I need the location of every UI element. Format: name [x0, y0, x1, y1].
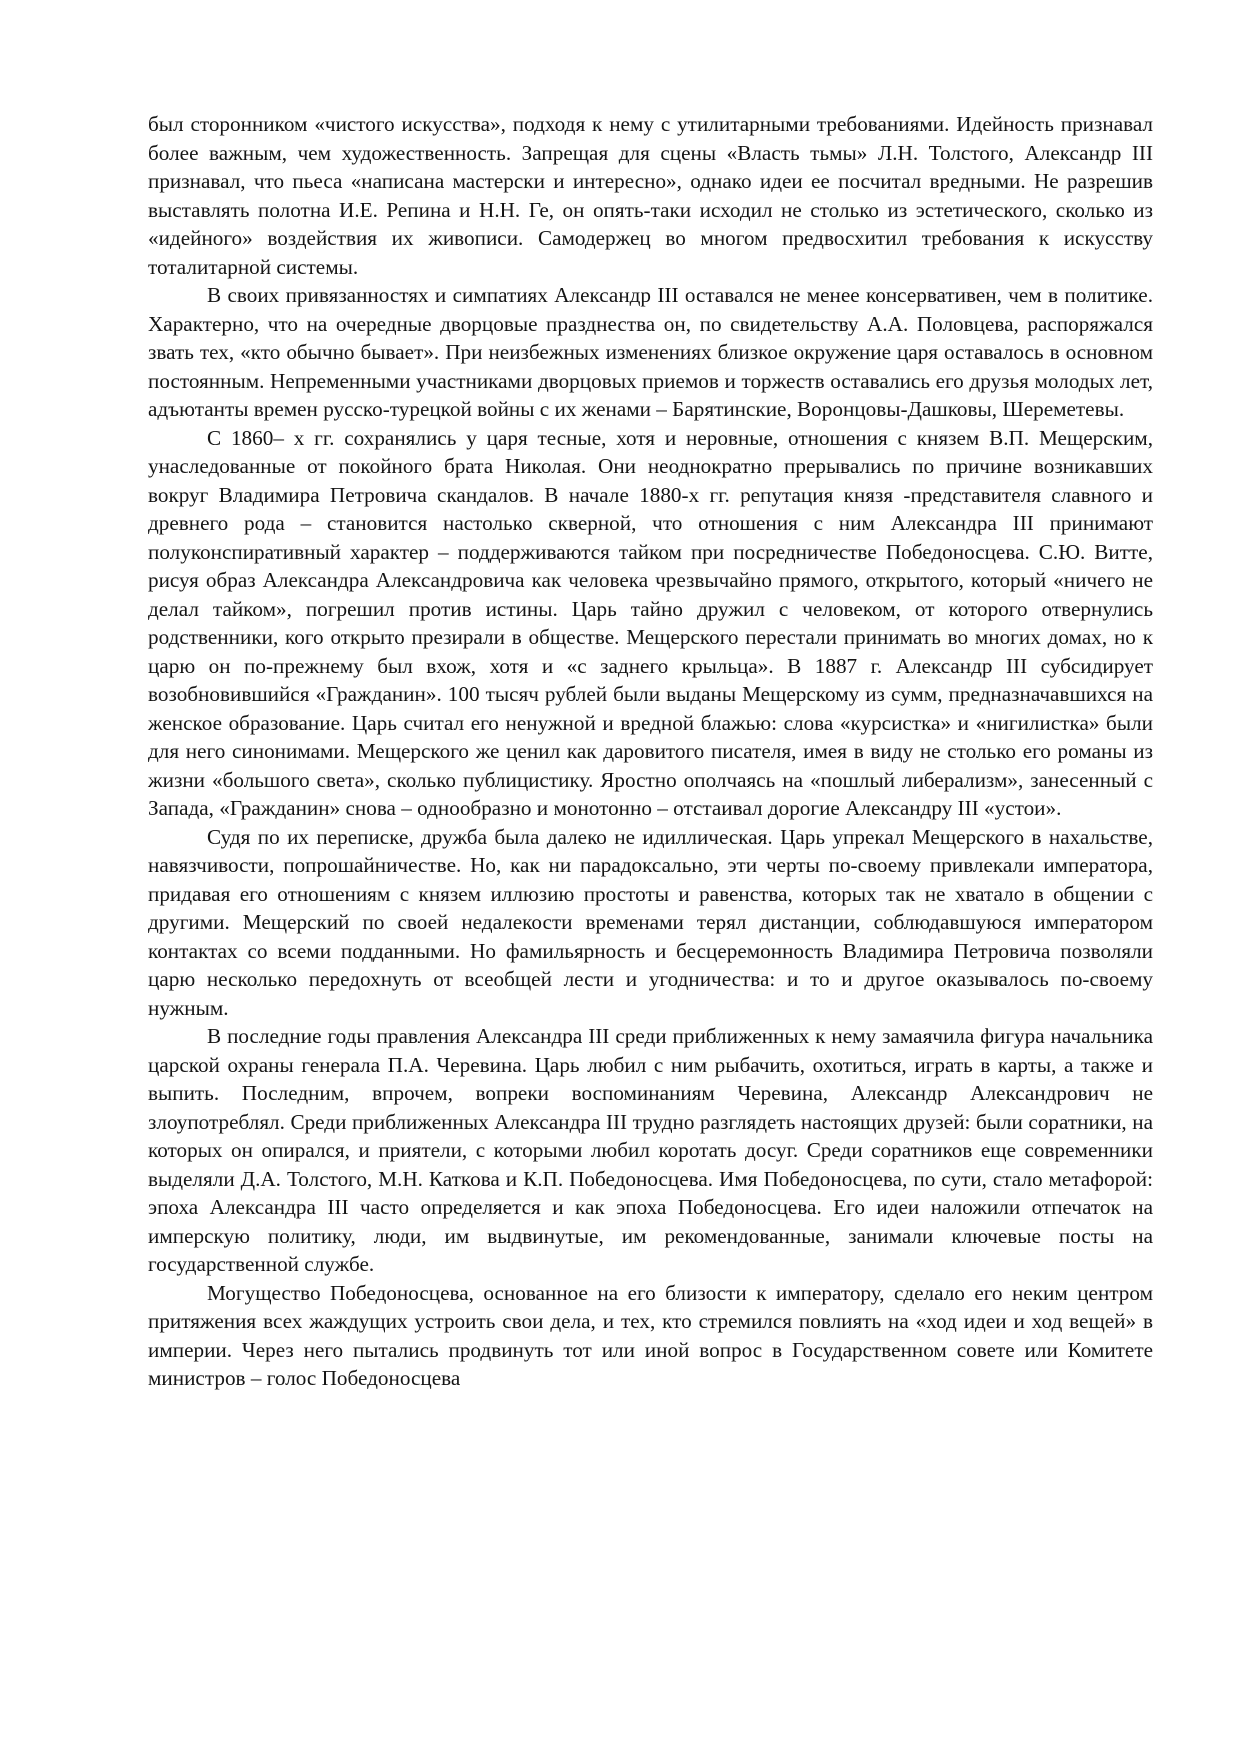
- paragraph-6: Могущество Победоносцева, основанное на его близости к императору, сделало его неким центром притяжения всех жаждущих устроить свои дела, и тех, кто стремился повлиять на «ход идеи и ход вещей» в империи. Через него пытались продвинуть тот или иной вопрос в Государственном совете или Комитете министров – голос Победоносцева: [148, 1280, 1153, 1390]
- paragraph-4: Судя по их переписке, дружба была далеко не идиллическая. Царь упрекал Мещерского в нахальстве, навязчивости, попрошайничестве. Но, как ни парадоксально, эти черты по-своему привлекали императора, придавая его отношениям с князем иллюзию простоты и равенства, которых так не хватало в общении с другими. Мещерский по своей недалекости временами терял дистанции, соблюдавшуюся императором контактах со всеми подданными. Но фамильярность и бесцеремонность Владимира Петровича позволяли царю несколько передохнуть от всеобщей лести и угодничества: и то и другое оказывалось по-своему нужным.: [148, 824, 1153, 1020]
- document-page: [148, 110, 1153, 1393]
- paragraph-2: В своих привязанностях и симпатиях Александр III оставался не менее консервативен, чем в политике. Характерно, что на очередные дворцовые празднества он, по свидетельству А.А. Половцева, распоряжался звать тех, «кто обычно бывает». При неизбежных изменениях близкое окружение царя оставалось в основном постоянным. Непременными участниками дворцовых приемов и торжеств оставались его друзья молодых лет, адъютанты времен русско-турецкой войны с их женами – Барятинские, Воронцовы-Дашковы, Шереметевы.: [148, 283, 1153, 421]
- paragraph-3: С 1860– х гг. сохранялись у царя тесные, хотя и неровные, отношения с князем В.П. Мещерским, унаследованные от покойного брата Николая. Они неоднократно прерывались по причине возникавших вокруг Владимира Петровича скандалов. В начале 1880-х гг. репутация князя -представителя славного и древнего рода – становится настолько скверной, что отношения с ним Александра III принимают полуконспиративный характер – поддерживаются тайком при посредничестве Победоносцева. С.Ю. Витте, рисуя образ Александра Александровича как человека чрезвычайно прямого, открытого, который «ничего не делал тайком», погрешил против истины. Царь тайно дружил с человеком, от которого отвернулись родственники, кого открыто презирали в обществе. Мещерского перестали принимать во многих домах, но к царю он по-прежнему был вхож, хотя и «с заднего крыльца». В 1887 г. Александр III субсидирует возобновившийся «Гражданин». 100 тысяч рублей были выданы Мещерскому из сумм, предназначавшихся на женское образование. Царь считал его ненужной и вредной блажью: слова «курсистка» и «нигилистка» были для него синонимами. Мещерского же ценил как даровитого писателя, имея в виду не столько его романы из жизни «большого света», сколько публицистику. Яростно ополчаясь на «пошлый либерализм», занесенный с Запада, «Гражданин» снова – однообразно и монотонно – отстаивал дорогие Александру III «устои».: [148, 425, 1153, 820]
- paragraph-5: В последние годы правления Александра III среди приближенных к нему замаячила фигура начальника царской охраны генерала П.А. Черевина. Царь любил с ним рыбачить, охотиться, играть в карты, а также и выпить. Последним, впрочем, вопреки воспоминаниям Черевина, Александр Александрович не злоупотреблял. Среди приближенных Александра III трудно разглядеть настоящих друзей: были соратники, на которых он опирался, и приятели, с которыми любил коротать досуг. Среди соратников еще современники выделяли Д.А. Толстого, М.Н. Каткова и К.П. Победоносцева. Имя Победоносцева, по сути, стало метафорой: эпоха Александра III часто определяется и как эпоха Победоносцева. Его идеи наложили отпечаток на имперскую политику, люди, им выдвинутые, им рекомендованные, занимали ключевые посты на государственной службе.: [148, 1024, 1153, 1276]
- paragraph-continued: был сторонником «чистого искусства», подходя к нему с утилитарными требованиями. Идейность признавал более важным, чем художественность. Запрещая для сцены «Власть тьмы» Л.Н. Толстого, Александр III признавал, что пьеса «написана мастерски и интересно», однако идеи ее посчитал вредными. Не разрешив выставлять полотна И.Е. Репина и Н.Н. Ге, он опять-таки исходил не столько из эстетического, сколько из «идейного» воздействия их живописи. Самодержец во многом предвосхитил требования к искусству тоталитарной системы.: [148, 112, 1153, 279]
